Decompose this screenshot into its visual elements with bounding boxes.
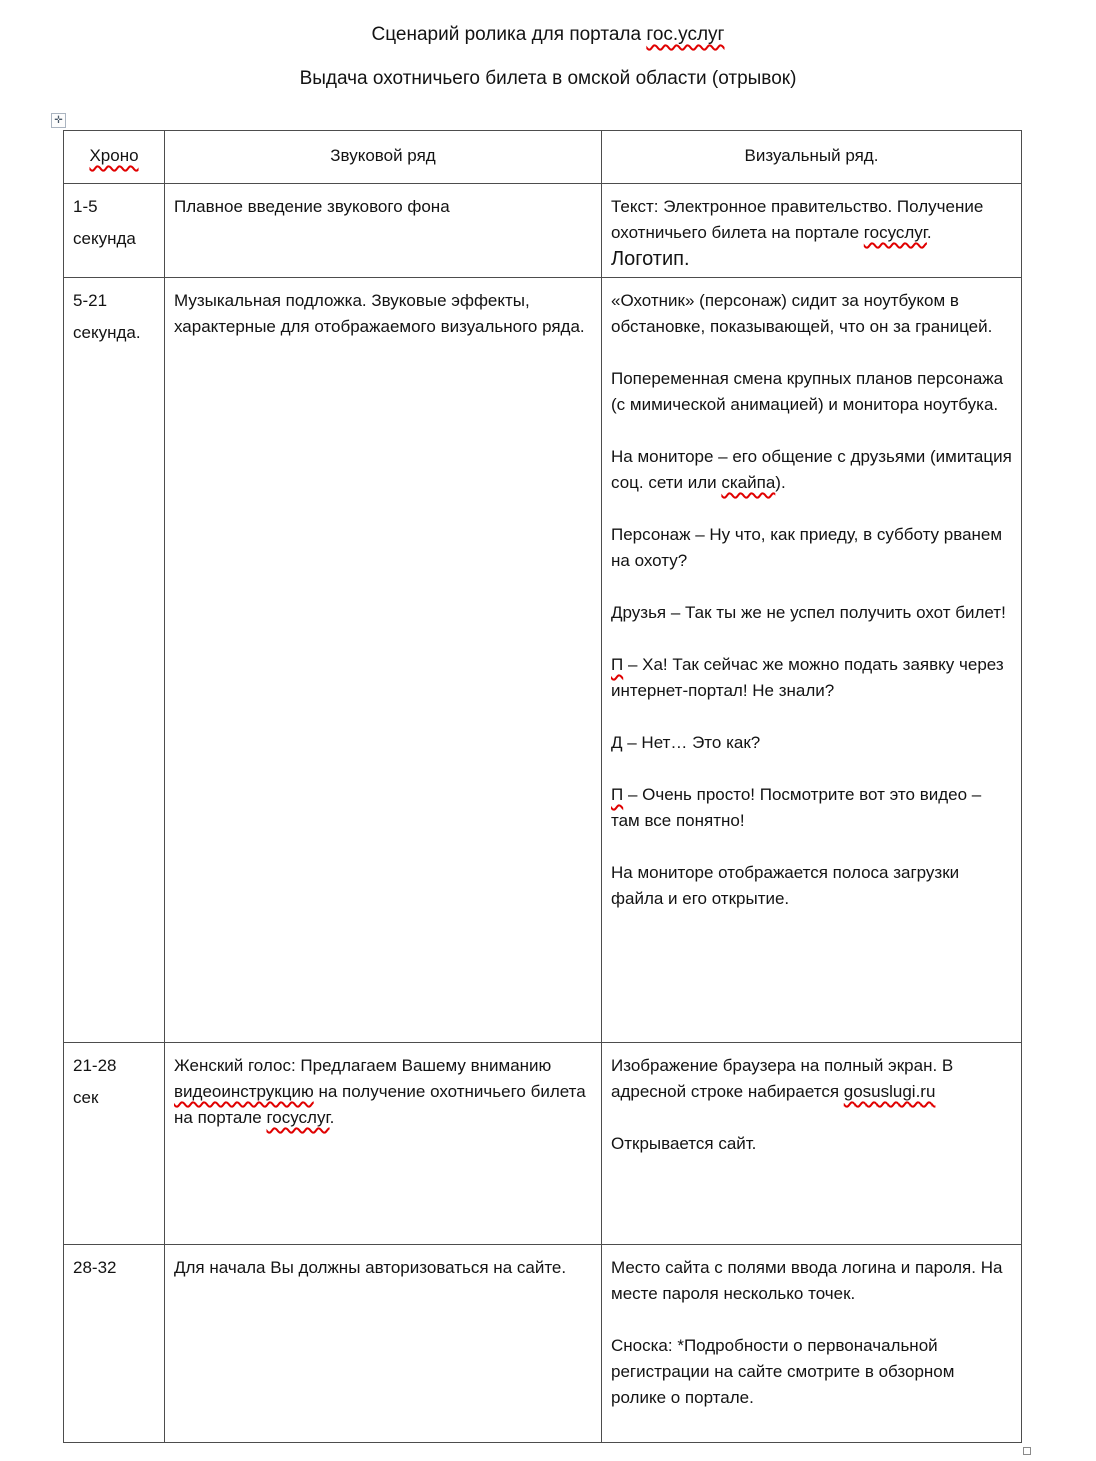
paragraph bbox=[611, 1053, 1012, 1105]
text-run: Музыкальная подложка. Звуковые эффекты, характерные для отображаемого визуального ряда. bbox=[174, 291, 585, 336]
text-run: Женский голос: Предлагаем Вашему вниманию bbox=[174, 1056, 552, 1075]
misspelled-text: видеоинструкцию bbox=[174, 1082, 314, 1101]
paragraph bbox=[73, 226, 155, 252]
table-row bbox=[64, 184, 1022, 278]
text-run: Выдача охотничьего билета в омской области (отрывок) bbox=[299, 68, 797, 89]
text-run: Сноска: *Подробности о первоначальной регистрации на сайте смотрите в обзорном ролике о портале. bbox=[611, 1336, 955, 1407]
paragraph bbox=[174, 288, 592, 340]
paragraph bbox=[611, 143, 1012, 169]
text-run: Для начала Вы должны авторизоваться на сайте. bbox=[174, 1258, 567, 1277]
header-row bbox=[64, 131, 1022, 184]
paragraph bbox=[300, 68, 797, 89]
paragraph bbox=[372, 24, 725, 45]
text-run: – Очень просто! Посмотрите вот это видео – там все понятно! bbox=[611, 785, 982, 830]
paragraph bbox=[73, 320, 155, 346]
text-run: – Ха! Так сейчас же можно подать заявку через интернет-портал! Не знали? bbox=[611, 655, 1004, 700]
paragraph bbox=[611, 522, 1012, 574]
text-run: Место сайта с полями ввода логина и пароля. На месте пароля несколько точек. bbox=[611, 1258, 1003, 1303]
text-run: ). bbox=[775, 473, 786, 492]
cell-audio-2 bbox=[165, 278, 602, 1043]
column-header-visual bbox=[602, 131, 1022, 184]
text-run: Изображение браузера на полный экран. В адресной строке набирается bbox=[611, 1056, 954, 1101]
cell-visual-2 bbox=[602, 278, 1022, 1043]
paragraph bbox=[611, 1333, 1012, 1411]
paragraph bbox=[73, 143, 155, 169]
text-run: Звуковой ряд bbox=[330, 146, 436, 165]
text-run: 1-5 bbox=[73, 197, 98, 216]
text-run: 5-21 bbox=[73, 291, 108, 310]
text-run: Текст: Электронное правительство. Получение охотничьего билета на портале bbox=[611, 197, 984, 242]
text-run: сек bbox=[73, 1088, 99, 1107]
paragraph bbox=[611, 1131, 1012, 1157]
text-run: Д – Нет… Это как? bbox=[611, 733, 761, 752]
paragraph bbox=[611, 860, 1012, 912]
move-cross-icon: ✛ bbox=[54, 114, 63, 126]
table-move-handle[interactable] bbox=[51, 113, 66, 128]
text-run: «Охотник» (персонаж) сидит за ноутбуком в обстановке, показывающей, что он за границей. bbox=[611, 291, 993, 336]
text-run: На мониторе отображается полоса загрузки файла и его открытие. bbox=[611, 863, 960, 908]
text-run: . bbox=[926, 223, 932, 242]
text-run: Визуальный ряд. bbox=[744, 146, 879, 165]
text-run: Открывается сайт. bbox=[611, 1134, 757, 1153]
text-run: секунда bbox=[73, 229, 136, 248]
paragraph bbox=[611, 194, 1012, 273]
misspelled-text: gosuslugi.ru bbox=[843, 1082, 936, 1101]
paragraph bbox=[73, 1085, 155, 1111]
page-title bbox=[0, 24, 1096, 46]
text-run: Попеременная смена крупных планов персонажа (с мимической анимацией) и монитора ноутбука. bbox=[611, 369, 1004, 414]
paragraph bbox=[611, 1255, 1012, 1307]
misspelled-text: госуслуг bbox=[266, 1108, 330, 1127]
paragraph bbox=[611, 444, 1012, 496]
cell-visual-1 bbox=[602, 184, 1022, 278]
text-run: 28-32 bbox=[73, 1258, 117, 1277]
paragraph bbox=[174, 194, 592, 220]
misspelled-text: гос.услуг bbox=[646, 24, 725, 45]
paragraph bbox=[611, 366, 1012, 418]
text-run: Плавное введение звукового фона bbox=[174, 197, 450, 216]
cell-visual-4 bbox=[602, 1245, 1022, 1443]
paragraph bbox=[611, 730, 1012, 756]
table-row bbox=[64, 278, 1022, 1043]
column-header-audio bbox=[165, 131, 602, 184]
cell-audio-4 bbox=[165, 1245, 602, 1443]
cell-audio-3 bbox=[165, 1043, 602, 1245]
text-run: на получение охотничьего билета на портале bbox=[174, 1082, 586, 1127]
misspelled-text: госуслуг bbox=[863, 223, 927, 242]
script-table bbox=[63, 130, 1022, 1443]
cell-time-1 bbox=[64, 184, 165, 278]
paragraph bbox=[611, 652, 1012, 704]
paragraph bbox=[611, 782, 1012, 834]
script-table-container bbox=[54, 114, 1021, 1443]
misspelled-text: Хроно bbox=[89, 146, 139, 165]
column-header-time bbox=[64, 131, 165, 184]
text-run: На мониторе – его общение с друзьями (имитация соц. сети или bbox=[611, 447, 1012, 492]
page-subtitle bbox=[0, 68, 1096, 90]
cell-time-2 bbox=[64, 278, 165, 1043]
paragraph bbox=[174, 1053, 592, 1131]
table-row bbox=[64, 1245, 1022, 1443]
paragraph bbox=[73, 194, 155, 220]
text-run: секунда. bbox=[73, 323, 141, 342]
cell-visual-3 bbox=[602, 1043, 1022, 1245]
paragraph bbox=[174, 143, 592, 169]
text-run: Сценарий ролика для портала bbox=[371, 24, 647, 45]
paragraph bbox=[611, 288, 1012, 340]
text-run: Логотип. bbox=[611, 248, 690, 270]
paragraph bbox=[174, 1255, 592, 1281]
table-resize-handle[interactable] bbox=[1023, 1447, 1031, 1455]
text-run: . bbox=[329, 1108, 335, 1127]
paragraph bbox=[611, 600, 1012, 626]
paragraph bbox=[73, 1053, 155, 1079]
misspelled-text: скайпа bbox=[721, 473, 776, 492]
text-run: 21-28 bbox=[73, 1056, 117, 1075]
cell-time-3 bbox=[64, 1043, 165, 1245]
cell-time-4 bbox=[64, 1245, 165, 1443]
misspelled-text: П bbox=[611, 655, 624, 674]
misspelled-text: П bbox=[611, 785, 624, 804]
text-run: Друзья – Так ты же не успел получить охот билет! bbox=[611, 603, 1006, 622]
text-run: Персонаж – Ну что, как приеду, в субботу рванем на охоту? bbox=[611, 525, 1003, 570]
cell-audio-1 bbox=[165, 184, 602, 278]
paragraph bbox=[73, 288, 155, 314]
paragraph bbox=[73, 1255, 155, 1281]
table-row bbox=[64, 1043, 1022, 1245]
